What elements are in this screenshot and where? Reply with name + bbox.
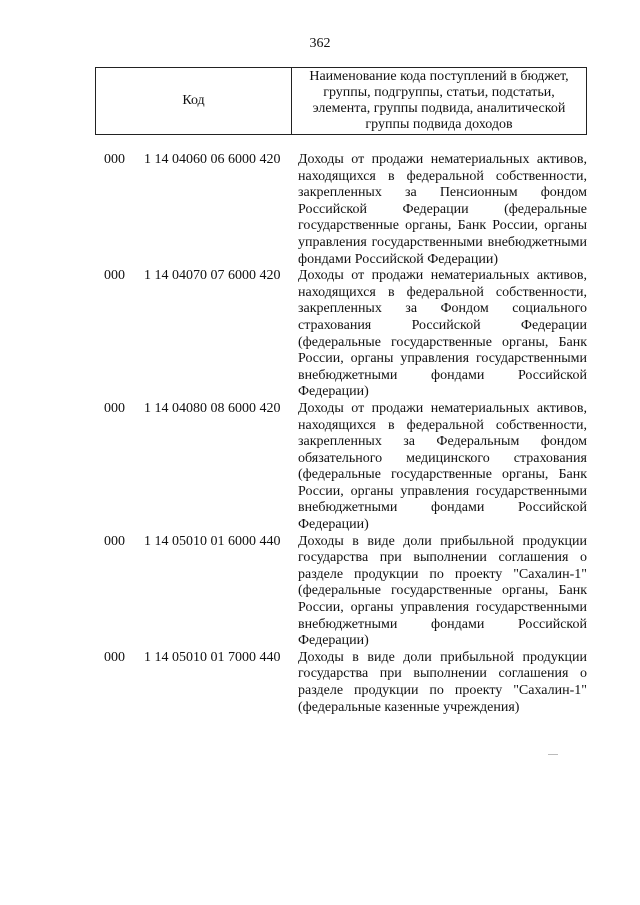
revenue-name: Доходы от продажи нематериальных активов, находящихся в федеральной собственности, закрепленных за Пенсионным фондом Российской Федерации (федеральные государственные органы, Банк России, органы управления государственными внебюджетными фондами Российской Федерации) — [298, 152, 587, 267]
admin-code: 000 — [104, 268, 125, 284]
admin-code: 000 — [104, 649, 125, 665]
table-row — [0, 152, 640, 268]
column-header-code: Код — [96, 68, 292, 134]
revenue-name: Доходы в виде доли прибыльной продукции государства при выполнении соглашения о разделе продукции по проекту "Сахалин-1" (федеральные казенные учреждения) — [298, 649, 587, 715]
revenue-name: Доходы от продажи нематериальных активов, находящихся в федеральной собственности, закрепленных за Федеральным фондом обязательного медицинского страхования (федеральные государственные органы, Банк России, органы управления государственными внебюджетными фондами Российской Федерации) — [298, 400, 587, 533]
scan-mark — [548, 754, 558, 755]
revenue-code-list — [0, 152, 640, 716]
admin-code: 000 — [104, 533, 125, 549]
revenue-code: 1 14 04060 06 6000 420 — [144, 152, 281, 167]
page-number: 362 — [309, 36, 331, 51]
table-row — [0, 650, 640, 716]
table-header — [95, 67, 587, 135]
revenue-code: 1 14 05010 01 7000 440 — [144, 649, 281, 665]
revenue-code: 1 14 04080 08 6000 420 — [144, 400, 281, 416]
admin-code: 000 — [104, 400, 125, 416]
revenue-name: Доходы в виде доли прибыльной продукции государства при выполнении соглашения о разделе продукции по проекту "Сахалин-1" (федеральные государственные органы, Банк России, органы управления государственными внебюджетными фондами Российской Федерации) — [298, 533, 587, 649]
table-row — [0, 401, 640, 534]
table-row — [0, 268, 640, 401]
revenue-code: 1 14 05010 01 6000 440 — [144, 533, 281, 549]
admin-code: 000 — [104, 152, 125, 167]
revenue-name: Доходы от продажи нематериальных активов, находящихся в федеральной собственности, закрепленных за Фондом социального страхования Российской Федерации (федеральные государственные органы, Банк России, органы управления государственными внебюджетными фондами Российской Федерации) — [298, 268, 587, 400]
table-row — [0, 534, 640, 650]
column-header-name: Наименование кода поступлений в бюджет, группы, подгруппы, статьи, подстатьи, элемента, группы подвида, аналитической группы подвида доходов — [309, 69, 569, 132]
revenue-code: 1 14 04070 07 6000 420 — [144, 268, 281, 284]
